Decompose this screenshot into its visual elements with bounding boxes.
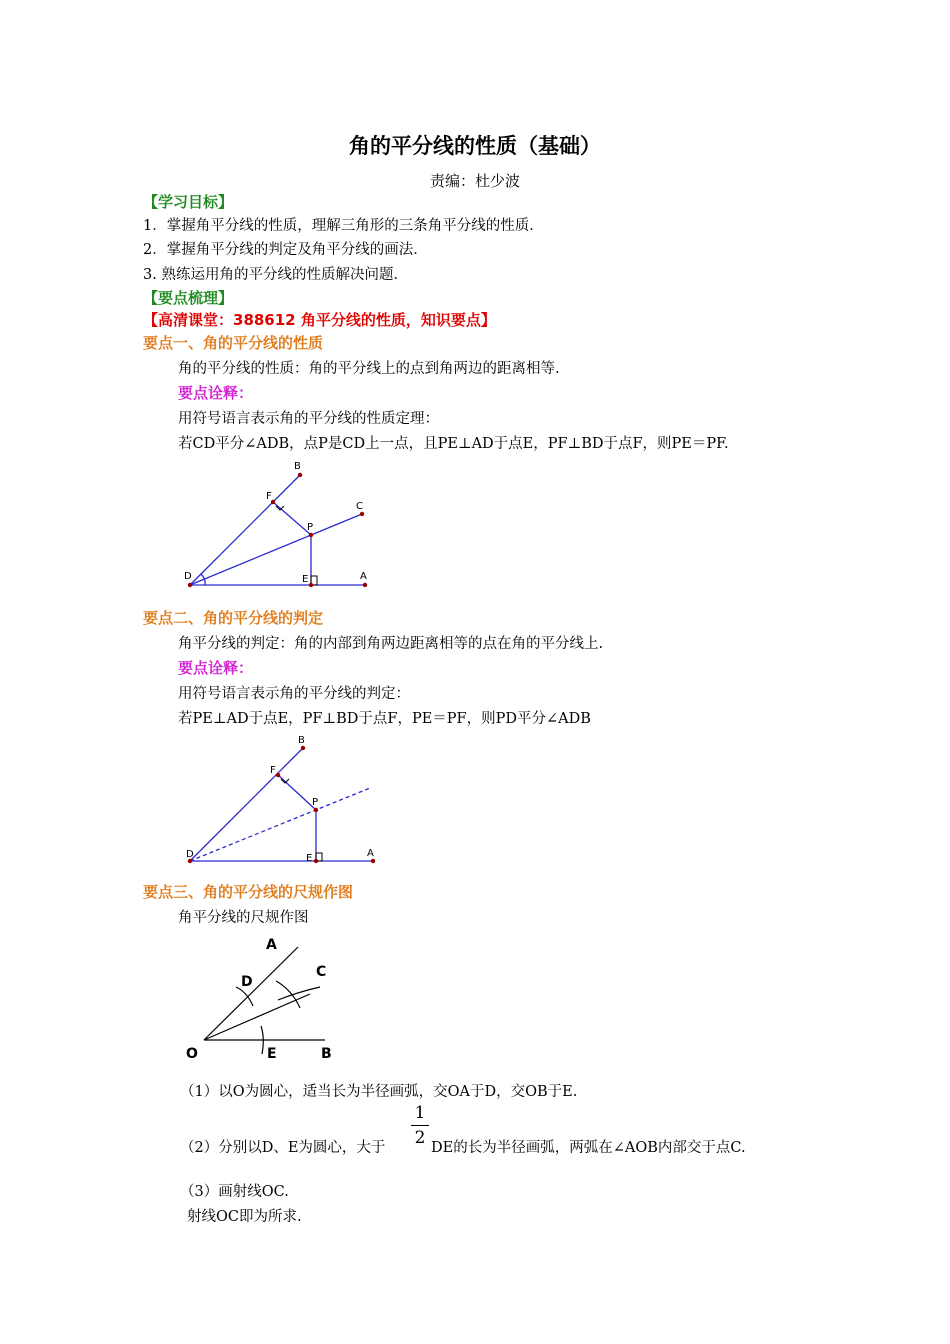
label-B: B [321,1046,332,1062]
label-D: D [186,849,194,860]
goal-item-3: 3. 熟练运用角的平分线的性质解决问题． [143,267,408,283]
figure-bisector-converse [170,730,390,870]
label-D: D [241,974,253,990]
figure-bisector-property [170,455,390,595]
point2-note-heading: 要点诠释： [178,659,254,677]
editor-line: 责编：杜少波 [429,172,520,190]
point1-note2: 若CD平分∠ADB，点P是CD上一点，且PE⊥AD于点E，PF⊥BD于点F，则PE＝PF. [178,436,729,452]
label-B: B [298,735,305,746]
label-A: A [367,848,374,859]
label-C: C [316,964,327,980]
label-P: P [312,797,319,808]
point3-text: 角平分线的尺规作图 [178,910,309,926]
label-E: E [267,1046,277,1062]
goals-heading: 【学习目标】 [143,193,234,211]
page-title: 角的平分线的性质（基础） [349,134,601,158]
point2-note2: 若PE⊥AD于点E，PF⊥BD于点F，PE＝PF，则PD平分∠ADB [178,711,591,727]
point1-text: 角的平分线的性质：角的平分线上的点到角两边的距离相等. [178,361,560,377]
goal-item-1: 1．掌握角平分线的性质，理解三角形的三条角平分线的性质． [143,218,544,234]
label-P: P [307,522,314,533]
label-D: D [184,571,192,582]
figure-construction [180,930,360,1065]
label-F: F [266,491,272,502]
point2-note1: 用符号语言表示角的平分线的判定： [178,686,410,702]
fraction-denominator: 2 [414,1128,426,1148]
fraction-bar [411,1125,429,1126]
label-A: A [266,937,277,953]
point1-note1: 用符号语言表示角的平分线的性质定理： [178,411,439,427]
label-E: E [302,574,309,585]
fraction-half [409,1103,431,1148]
point3-heading: 要点三、角的平分线的尺规作图 [143,883,354,901]
hd-class-link[interactable]: 【高清课堂：388612 角平分线的性质，知识要点】 [143,311,496,329]
keypoints-heading: 【要点梳理】 [143,289,234,307]
label-A: A [360,571,367,582]
point2-text: 角平分线的判定：角的内部到角两边距离相等的点在角的平分线上. [178,636,604,652]
step-1: （1）以O为圆心，适当长为半径画弧，交OA于D，交OB于E. [180,1084,578,1100]
label-F: F [270,765,276,776]
fraction-numerator: 1 [414,1103,426,1123]
label-C: C [356,501,363,512]
point1-note-heading: 要点诠释： [178,384,254,402]
point2-heading: 要点二、角的平分线的判定 [143,609,324,627]
step-2-prefix: （2）分别以D、E为圆心，大于 [180,1140,386,1156]
label-O: O [186,1046,198,1062]
point1-heading: 要点一、角的平分线的性质 [143,334,324,352]
label-B: B [294,461,301,472]
goal-item-2: 2．掌握角平分线的判定及角平分线的画法． [143,242,428,258]
label-E: E [306,853,313,864]
conclusion: 射线OC即为所求. [187,1209,302,1225]
step-2-suffix: DE的长为半径画弧，两弧在∠AOB内部交于点C. [431,1140,746,1156]
step-3: （3）画射线OC. [180,1184,289,1200]
